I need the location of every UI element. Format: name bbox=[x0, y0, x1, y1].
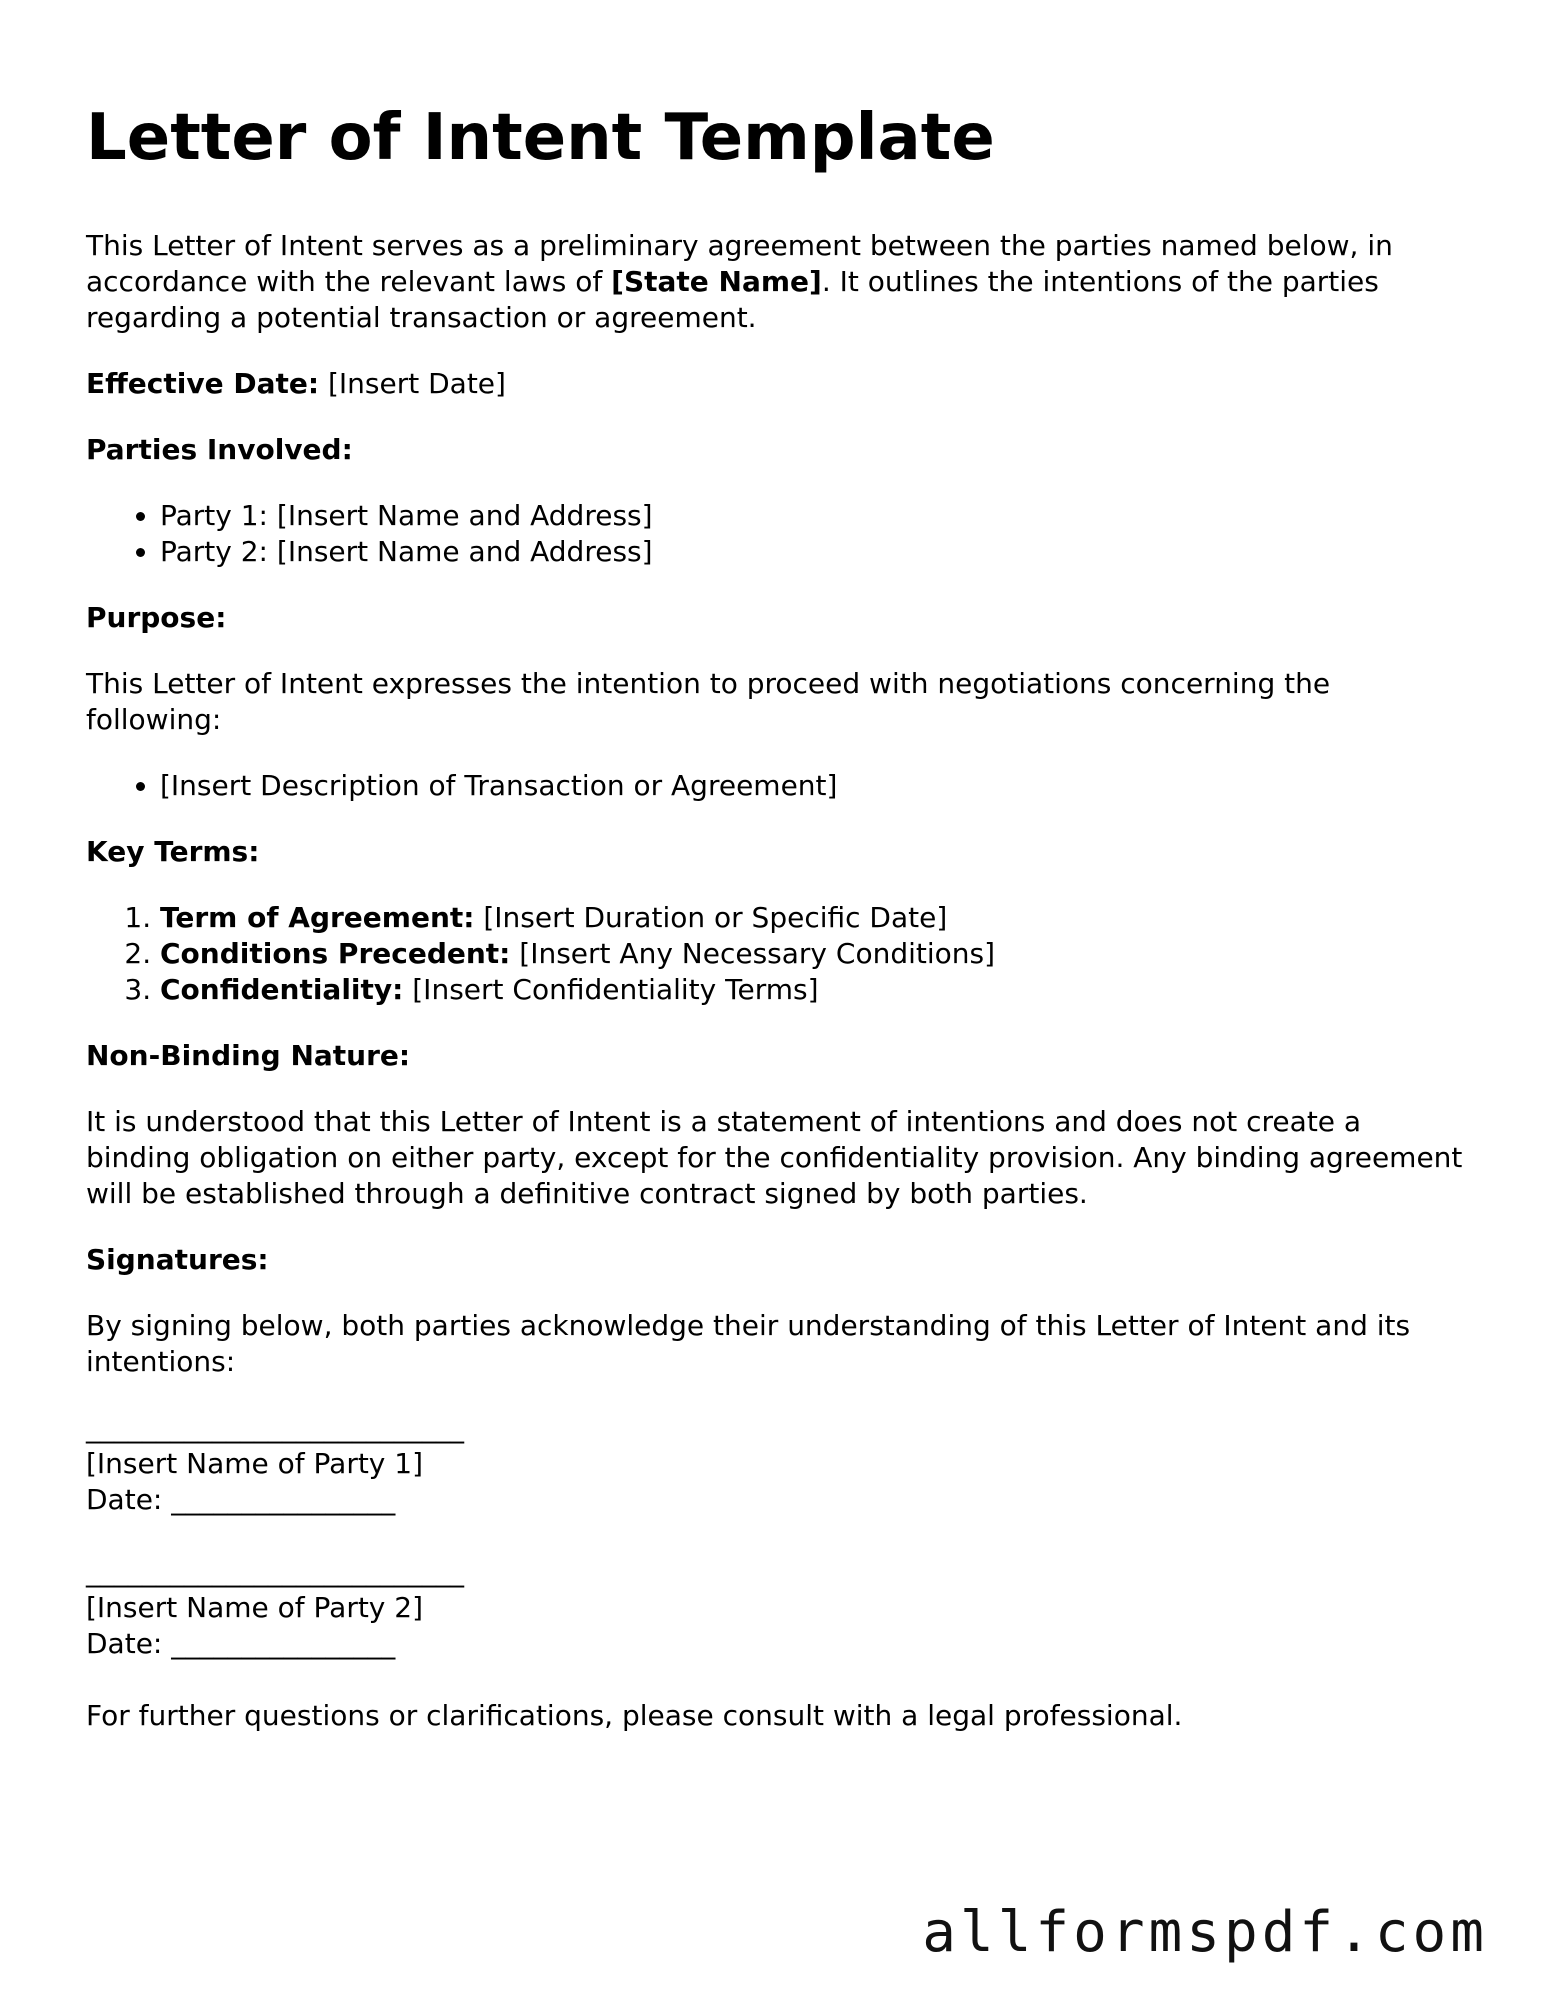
term-value: [Insert Confidentiality Terms] bbox=[403, 973, 819, 1006]
signature-line: ___________________________ bbox=[86, 1555, 464, 1588]
parties-heading: Parties Involved: bbox=[86, 433, 353, 466]
intro-paragraph bbox=[86, 228, 1466, 336]
list-item bbox=[160, 972, 1466, 1008]
signature-line: ___________________________ bbox=[86, 1411, 464, 1444]
purpose-heading: Purpose: bbox=[86, 601, 227, 634]
term-label: Conditions Precedent: bbox=[160, 937, 511, 970]
signature-name: [Insert Name of Party 1] bbox=[86, 1447, 424, 1480]
list-item bbox=[160, 936, 1466, 972]
purpose-list bbox=[86, 768, 1466, 804]
effective-date bbox=[86, 366, 1466, 402]
footer-note: For further questions or clarifications, please consult with a legal professional. bbox=[86, 1699, 1183, 1732]
effective-date-label: Effective Date: bbox=[86, 367, 320, 400]
signature-block-party-1 bbox=[86, 1410, 1466, 1518]
term-value: [Insert Any Necessary Conditions] bbox=[510, 937, 996, 970]
signature-date: Date: ________________ bbox=[86, 1627, 396, 1660]
non-binding-heading: Non-Binding Nature: bbox=[86, 1039, 411, 1072]
term-value: [Insert Duration or Specific Date] bbox=[474, 901, 948, 934]
intro-text-part1: This Letter of Intent serves as a preliminary agreement between the parties named below, in accordance with the relevant laws of bbox=[86, 229, 1393, 298]
purpose-text: This Letter of Intent expresses the intention to proceed with negotiations concerning the following: bbox=[86, 667, 1331, 736]
parties-list bbox=[86, 498, 1466, 570]
effective-date-value: [Insert Date] bbox=[319, 367, 506, 400]
non-binding-text: It is understood that this Letter of Intent is a statement of intentions and does not create a binding obligation on either party, except for the confidentiality provision. Any binding agreement will be established through a definitive contract signed by both parties. bbox=[86, 1105, 1463, 1210]
signatures-text: By signing below, both parties acknowledge their understanding of this Letter of Intent and its intentions: bbox=[86, 1309, 1411, 1378]
signature-name: [Insert Name of Party 2] bbox=[86, 1591, 424, 1624]
list-item bbox=[160, 900, 1466, 936]
intro-text-part2: . It outlines the intentions of the parties regarding a potential transaction or agreement. bbox=[86, 265, 1379, 334]
key-terms-heading: Key Terms: bbox=[86, 835, 260, 868]
list-item: • Party 1: [Insert Name and Address] bbox=[160, 498, 1466, 534]
signature-date: Date: ________________ bbox=[86, 1483, 396, 1516]
document-page bbox=[86, 100, 1466, 1764]
key-terms-list bbox=[86, 900, 1466, 1008]
signature-block-party-2 bbox=[86, 1554, 1466, 1662]
term-label: Term of Agreement: bbox=[160, 901, 475, 934]
list-item: • Party 2: [Insert Name and Address] bbox=[160, 534, 1466, 570]
page-title: Letter of Intent Template bbox=[86, 101, 995, 175]
signatures-heading: Signatures: bbox=[86, 1243, 269, 1276]
list-item: • [Insert Description of Transaction or Agreement] bbox=[160, 768, 1466, 804]
term-label: Confidentiality: bbox=[160, 973, 404, 1006]
site-watermark: allformspdf.com bbox=[922, 1900, 1488, 1965]
intro-state-name: [State Name] bbox=[611, 265, 822, 298]
